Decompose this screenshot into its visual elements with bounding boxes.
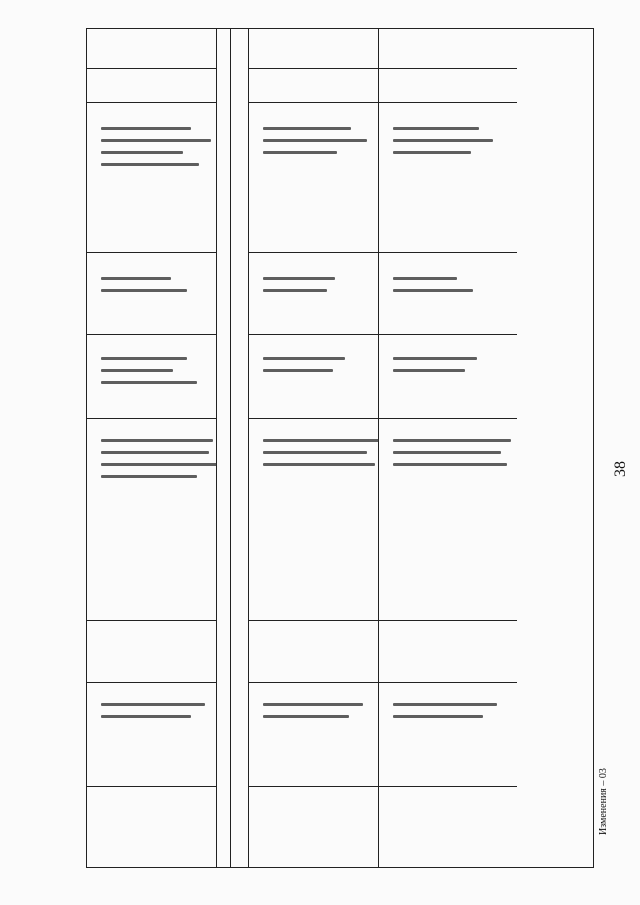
textbook-title-cell (249, 103, 378, 253)
changes-table (86, 28, 594, 868)
authors-cell (379, 253, 517, 335)
section-header-band (217, 29, 231, 867)
textbook-title-cell (87, 103, 216, 253)
order-cell (87, 621, 216, 683)
description-cell (87, 419, 216, 621)
deadline-cell (379, 787, 517, 869)
table-row (379, 29, 517, 867)
section-code-cell (87, 69, 216, 103)
institution-cell (87, 683, 216, 787)
deadline-cell (87, 787, 216, 869)
authors-cell (87, 253, 216, 335)
table-row (249, 29, 379, 867)
deadline-cell (249, 787, 378, 869)
publisher-cell (249, 335, 378, 419)
description-cell (379, 419, 517, 621)
institution-cell (379, 683, 517, 787)
description-cell (249, 419, 378, 621)
section-code-cell (379, 69, 517, 103)
order-cell (379, 621, 517, 683)
order-cell (249, 621, 378, 683)
table-row (87, 29, 217, 867)
row-number-cell (249, 29, 378, 69)
institution-cell (249, 683, 378, 787)
publisher-cell (379, 335, 517, 419)
footer-change-note: Изменения – 03 (598, 768, 609, 835)
publisher-cell (87, 335, 216, 419)
section-code-cell (249, 69, 378, 103)
textbook-title-cell (379, 103, 517, 253)
row-number-cell (87, 29, 216, 69)
row-number-cell (379, 29, 517, 69)
page-number: 38 (612, 461, 629, 477)
subsection-header-band (231, 29, 249, 867)
authors-cell (249, 253, 378, 335)
